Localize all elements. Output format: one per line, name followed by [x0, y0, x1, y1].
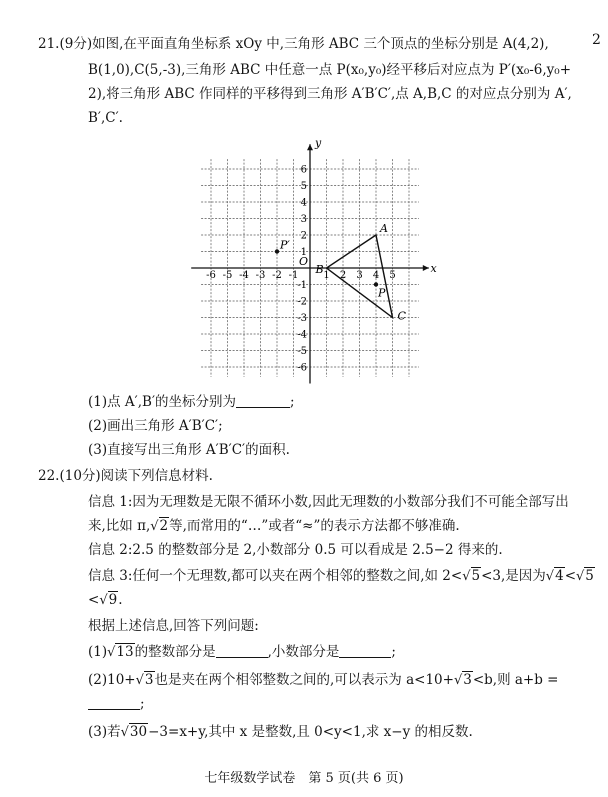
x-axis-arrow — [423, 265, 429, 271]
x-tick-label: -2 — [272, 270, 282, 281]
x-axis-label: x — [430, 262, 437, 275]
coordinate-grid-figure — [188, 130, 437, 380]
q21-sub1-end: ; — [290, 394, 295, 410]
s2-prefix: (2)10+ — [88, 672, 136, 688]
x-tick-label: -1 — [288, 270, 299, 281]
q22-info2: 信息 2:2.5 的整数部分是 2,小数部分 0.5 可以看成是 2.5−2 得来的. — [88, 542, 503, 558]
point-label: A — [380, 222, 388, 235]
q21-sub2: (2)画出三角形 A′B′C′; — [88, 418, 223, 434]
q22-head: 22.(10分)阅读下列信息材料. — [38, 468, 213, 484]
y-tick-label: 1 — [300, 247, 307, 258]
y-tick-label: -5 — [297, 346, 307, 357]
x-tick-label: 2 — [339, 270, 347, 281]
q21-sub3: (3)直接写出三角形 A′B′C′的面积. — [88, 442, 290, 458]
x-tick-label: -6 — [206, 270, 216, 281]
q22-info3-line1: 信息 3:任何一个无理数,都可以夹在两个相邻的整数之间,如 2<√5<3,是因为√4<√5 — [88, 568, 594, 584]
page-corner-number: 2 — [592, 32, 601, 48]
sqrt-13: 13 — [116, 644, 134, 660]
s1-end: ; — [391, 644, 396, 660]
axes — [191, 137, 437, 384]
y-tick-label: 5 — [300, 181, 307, 192]
y-tick-label: -6 — [297, 362, 307, 374]
sqrt-5-a: 5 — [471, 568, 481, 584]
sqrt-3-b: 3 — [463, 672, 472, 688]
q21-stem-line2: B(1,0),C(5,-3),三角形 ABC 中任意一点 P(x₀,y₀)经平移后对应点为 P′(x₀-6,y₀+ — [88, 62, 572, 78]
y-tick-label: -1 — [297, 280, 307, 291]
s1-text-a: 的整数部分是 — [134, 644, 216, 660]
info1-text-a: 来,比如 π, — [88, 518, 151, 534]
x-tick-label: 4 — [372, 270, 380, 281]
q22-sub3: (3)若√30−3=x+y,其中 x 是整数,且 0<y<1,求 x−y 的相反数. — [88, 724, 473, 740]
s2-text-a: 也是夹在两个相邻整数之间的,可以表示为 a<10+ — [154, 672, 454, 688]
q22-sub2: (2)10+√3也是夹在两个相邻整数之间的,可以表示为 a<10+√3<b,则 a+b = — [88, 672, 559, 688]
s2-end: ; — [140, 696, 145, 712]
y-tick-label: 6 — [300, 164, 307, 176]
sqrt-9: 9 — [108, 592, 118, 608]
info3-text-a: 信息 3:任何一个无理数,都可以夹在两个相邻的整数之间,如 2< — [88, 568, 463, 584]
point-dot-p-prime — [275, 249, 279, 253]
answer-blank-2[interactable] — [216, 644, 268, 658]
y-tick-label: -2 — [297, 296, 307, 308]
s3-prefix: (3)若 — [88, 724, 121, 740]
q22-sub2-answer — [88, 694, 145, 714]
x-tick-label: 5 — [389, 270, 396, 281]
s3-text: −3=x+y,其中 x 是整数,且 0<y<1,求 x−y 的相反数. — [148, 724, 473, 740]
q21-stem-line1: 21.(9分)如图,在平面直角坐标系 xOy 中,三角形 ABC 三个顶点的坐标分别是 A(4,2), — [38, 36, 549, 52]
q22-ask: 根据上述信息,回答下列问题: — [88, 618, 259, 634]
q22-info1-line2: 来,比如 π,√2等,而常用的“…”或者“≈”的表示方法都不够准确. — [88, 518, 460, 534]
point-label: C — [397, 309, 406, 323]
sqrt-5-b: 5 — [585, 568, 594, 584]
q21-stem-line3: 2),将三角形 ABC 作同样的平移得到三角形 A′B′C′,点 A,B,C 的对应点分别为 A′, — [88, 86, 572, 102]
y-tick-label: -4 — [297, 329, 307, 341]
y-axis-arrow — [307, 144, 313, 150]
y-tick-label: 2 — [300, 230, 307, 242]
info3-text-b: <3,是因为 — [481, 568, 546, 584]
q22-info3-line2: <√9. — [88, 592, 123, 608]
x-tick-label: -4 — [239, 270, 249, 281]
point-label: B — [315, 263, 324, 276]
x-tick-label: -3 — [255, 270, 266, 281]
point-label: P — [378, 286, 386, 300]
x-tick-label: 1 — [323, 270, 330, 281]
info3-text-c: < — [564, 568, 576, 584]
tick-labels — [206, 165, 396, 374]
origin-label: O — [299, 255, 309, 268]
y-axis-label: y — [315, 136, 322, 150]
x-tick-label: 3 — [356, 270, 363, 281]
q21-sub1 — [88, 392, 295, 412]
sqrt-3-a: 3 — [144, 672, 154, 688]
info3-text-e: . — [118, 592, 123, 608]
s1-prefix: (1) — [88, 644, 108, 660]
answer-blank-1[interactable] — [236, 394, 290, 408]
q22-info1-line1: 信息 1:因为无理数是无限不循环小数,因此无理数的小数部分我们不可能全部写出 — [88, 494, 569, 510]
s2-text-b: <b,则 a+b = — [472, 672, 559, 688]
info3-text-d: < — [88, 592, 100, 608]
sqrt-4: 4 — [555, 568, 564, 584]
sqrt-2: 2 — [159, 518, 169, 534]
x-tick-label: -5 — [222, 270, 233, 281]
s1-text-b: ,小数部分是 — [267, 644, 340, 660]
y-tick-label: -3 — [297, 313, 307, 324]
point-label: P′ — [280, 238, 290, 252]
info1-text-b: 等,而常用的“…”或者“≈”的表示方法都不够准确. — [169, 518, 460, 534]
q21-stem-line4: B′,C′. — [88, 110, 123, 126]
answer-blank-3[interactable] — [339, 644, 391, 658]
y-tick-label: 4 — [300, 197, 307, 209]
answer-blank-4[interactable] — [88, 696, 140, 710]
page-footer: 七年级数学试卷 第 5 页(共 6 页) — [204, 771, 404, 786]
q22-sub1: (1)√13的整数部分是 ,小数部分是 ; — [88, 644, 396, 660]
q21-sub1-text: (1)点 A′,B′的坐标分别为 — [88, 394, 237, 410]
sqrt-30: 30 — [129, 724, 148, 740]
y-tick-label: 3 — [300, 214, 307, 225]
